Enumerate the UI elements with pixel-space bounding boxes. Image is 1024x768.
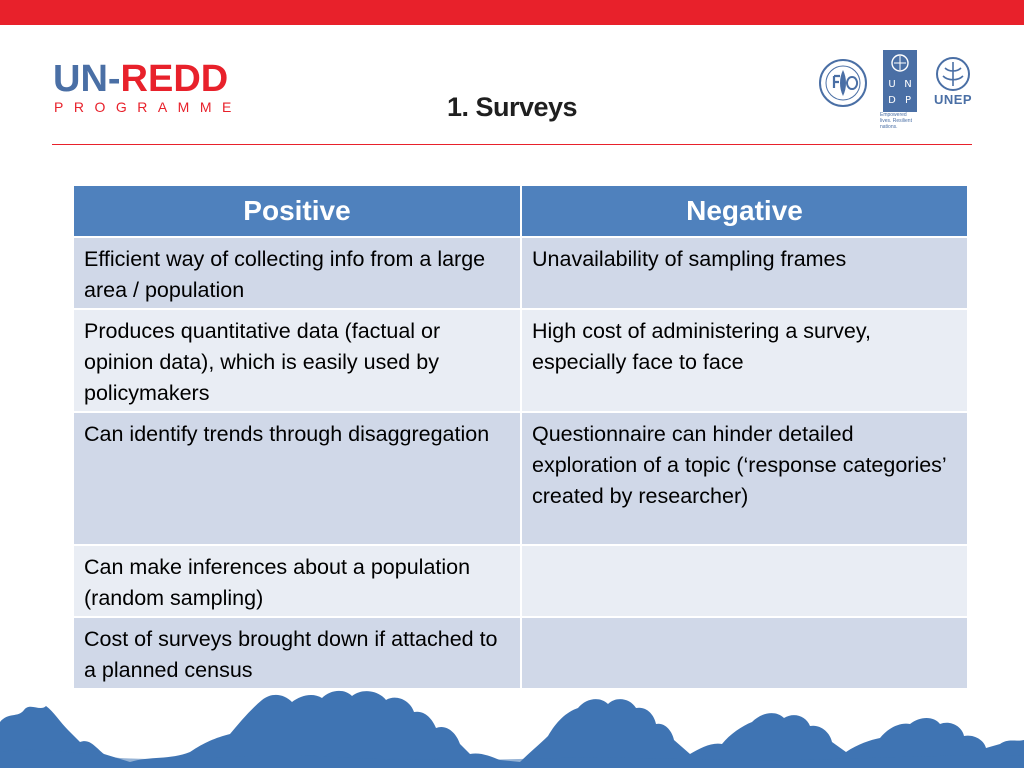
title-divider	[52, 144, 972, 145]
table-row	[73, 237, 968, 309]
forest-silhouette-icon	[0, 682, 1024, 768]
brand-subtitle: PROGRAMME	[54, 99, 242, 115]
table-row	[73, 412, 968, 545]
table-row	[73, 617, 968, 689]
negative-cell	[521, 545, 968, 617]
positive-cell: Produces quantitative data (factual or opinion data), which is easily used by policymakers	[73, 309, 521, 412]
svg-text:U: U	[888, 79, 896, 90]
un-redd-logo	[53, 57, 242, 115]
pros-cons-table	[72, 184, 969, 690]
table-header-row	[73, 185, 968, 237]
positive-cell: Efficient way of collecting info from a large area / population	[73, 237, 521, 309]
negative-header: Negative	[521, 185, 968, 237]
unep-label: UNEP	[933, 92, 973, 107]
undp-logo-icon	[883, 50, 917, 112]
positive-header: Positive	[73, 185, 521, 237]
top-accent-bar	[0, 0, 1024, 25]
negative-cell	[521, 617, 968, 689]
negative-cell: High cost of administering a survey, especially face to face	[521, 309, 968, 412]
svg-text:N: N	[904, 79, 912, 90]
negative-cell: Unavailability of sampling frames	[521, 237, 968, 309]
undp-tagline: Empowered lives. Resilient nations.	[880, 112, 912, 130]
table-row	[73, 545, 968, 617]
positive-cell: Can identify trends through disaggregation	[73, 412, 521, 545]
svg-text:P: P	[904, 95, 912, 106]
fao-logo-icon	[818, 58, 868, 108]
brand-name: UN-REDD	[53, 58, 229, 100]
partner-logos	[816, 50, 976, 128]
positive-cell: Can make inferences about a population (random sampling)	[73, 545, 521, 617]
negative-cell: Questionnaire can hinder detailed exploration of a topic (‘response categories’ created by researcher)	[521, 412, 968, 545]
slide-title: 1. Surveys	[446, 92, 578, 122]
positive-cell: Cost of surveys brought down if attached to a planned census	[73, 617, 521, 689]
svg-text:D: D	[888, 95, 896, 106]
table-row	[73, 309, 968, 412]
unep-logo-icon	[932, 56, 974, 92]
